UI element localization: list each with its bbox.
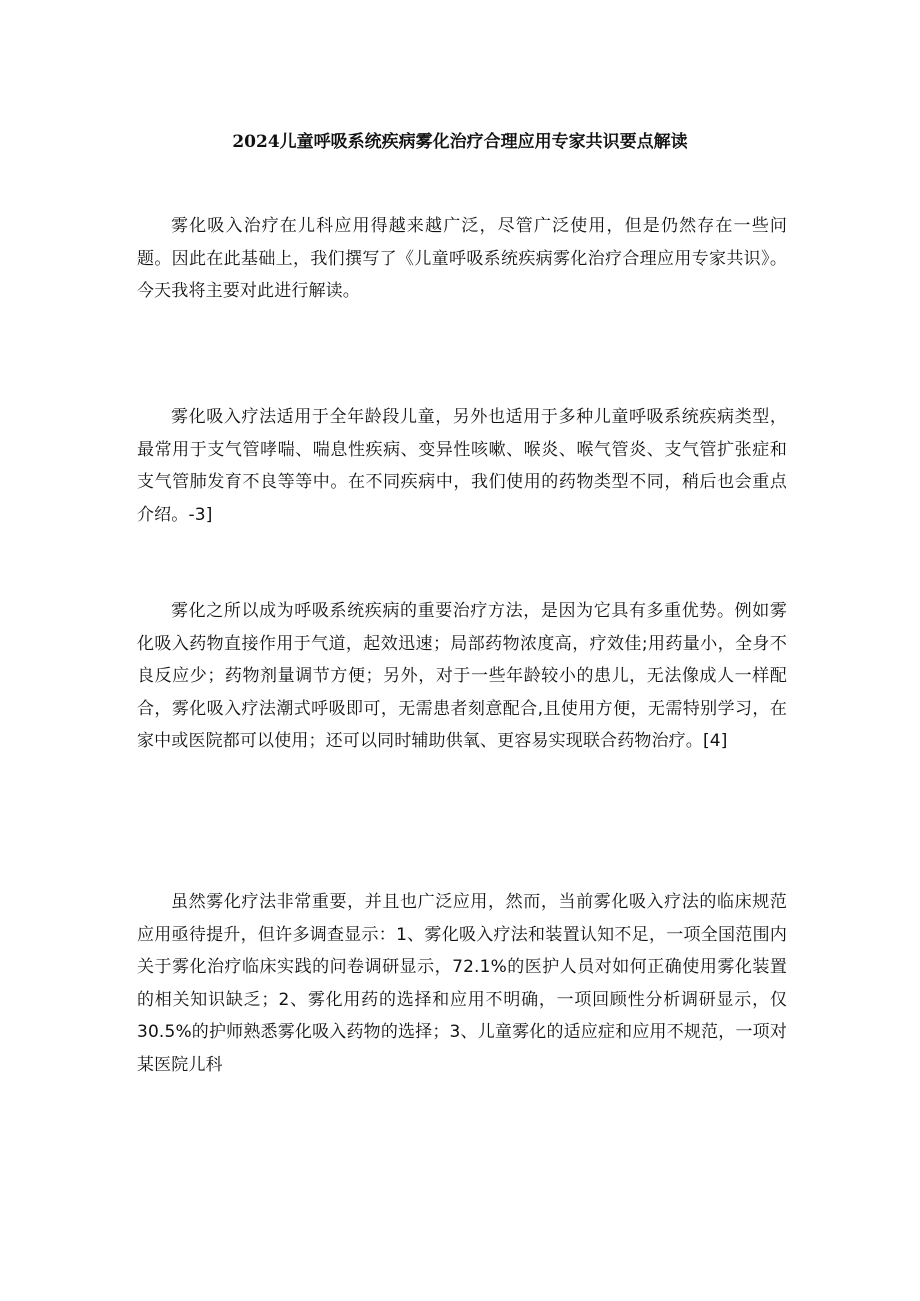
paragraph-advantages: 雾化之所以成为呼吸系统疾病的重要治疗方法，是因为它具有多重优势。例如雾化吸入药物直接作用于气道，起效迅速；局部药物浓度高，疗效佳;用药量小，全身不良反应少；药物剂量调节方便；另外，对于一些年龄较小的患儿，无法像成人一样配合，雾化吸入疗法潮式呼吸即可，无需患者刻意配合,且使用方便，无需特别学习，在家中或医院都可以使用；还可以同时辅助供氧、更容易实现联合药物治疗。[4]	[137, 601, 787, 752]
paragraph-indications: 雾化吸入疗法适用于全年龄段儿童，另外也适用于多种儿童呼吸系统疾病类型，最常用于支气管哮喘、喘息性疾病、变异性咳嗽、喉炎、喉气管炎、支气管扩张症和支气管肺发育不良等等中。在不同疾病中，我们使用的药物类型不同，稍后也会重点介绍。-3]	[137, 407, 787, 525]
paragraph-intro: 雾化吸入治疗在儿科应用得越来越广泛，尽管广泛使用，但是仍然存在一些问题。因此在此基础上，我们撰写了《儿童呼吸系统疾病雾化治疗合理应用专家共识》。今天我将主要对此进行解读。	[137, 216, 787, 302]
document-title: 2024儿童呼吸系统疾病雾化治疗合理应用专家共识要点解读	[232, 132, 688, 152]
paragraph-problems: 虽然雾化疗法非常重要，并且也广泛应用，然而，当前雾化吸入疗法的临床规范应用亟待提升，但许多调查显示：1、雾化吸入疗法和装置认知不足，一项全国范围内关于雾化治疗临床实践的问卷调研显示，72.1%的医护人员对如何正确使用雾化装置的相关知识缺乏；2、雾化用药的选择和应用不明确，一项回顾性分析调研显示，仅30.5%的护师熟悉雾化吸入药物的选择；3、儿童雾化的适应症和应用不规范，一项对某医院儿科	[137, 892, 787, 1075]
